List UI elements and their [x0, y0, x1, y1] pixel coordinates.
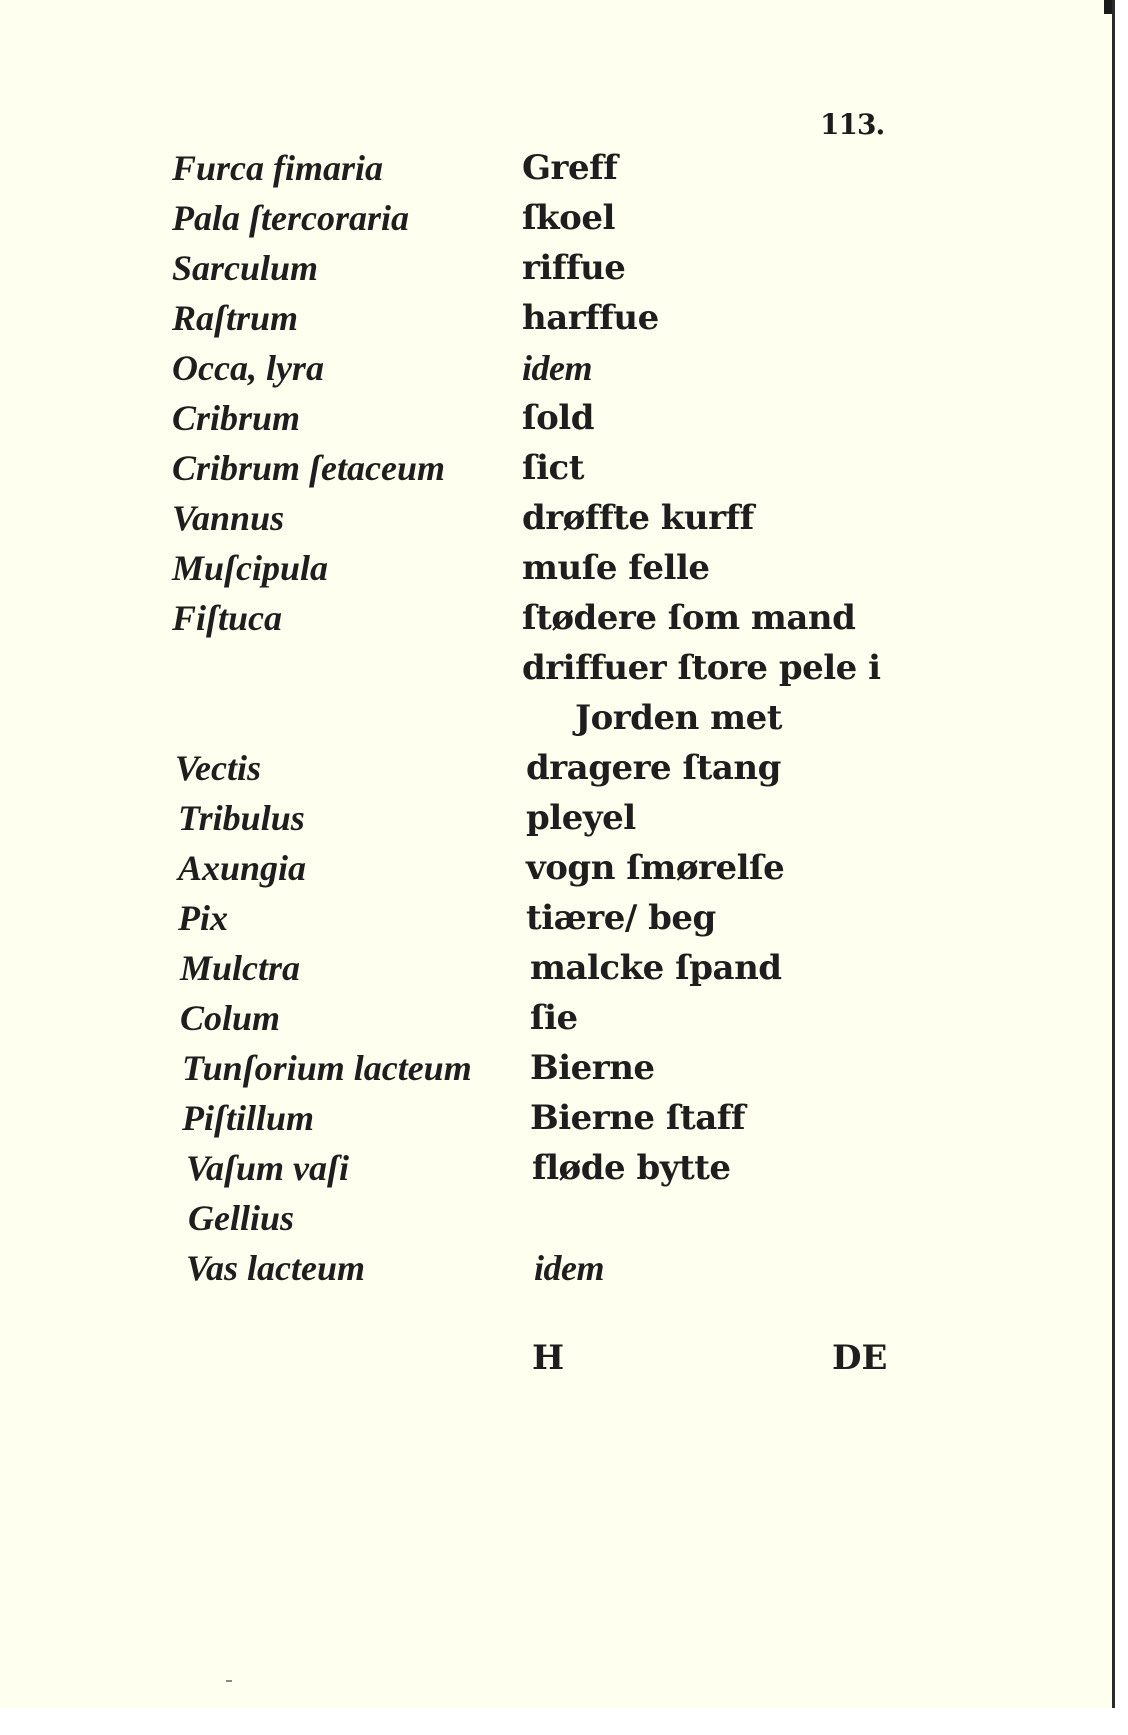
danish-term: idem [522, 348, 592, 388]
latin-term: Vannus [172, 498, 285, 538]
danish-term: malcke ſpand [530, 948, 782, 988]
latin-term: Sarculum [172, 248, 319, 288]
latin-term: Raſtrum [172, 298, 299, 338]
danish-term: ſtødere ſom mand [522, 598, 856, 638]
latin-term: Colum [180, 998, 281, 1038]
latin-term: Vaſum vaſi [186, 1148, 350, 1188]
danish-term: vogn ſmørelſe [526, 848, 785, 888]
danish-term: idem [534, 1248, 604, 1288]
latin-term: Pix [178, 898, 228, 938]
scan-edge-mark [1104, 0, 1112, 14]
danish-term: driffuer ſtore pele i [522, 648, 881, 688]
danish-term: ſict [522, 448, 584, 488]
danish-term: Greff [522, 148, 618, 188]
latin-term: Mulctra [180, 948, 301, 988]
danish-term: harffue [522, 298, 659, 338]
latin-term: Cribrum [172, 398, 301, 438]
latin-term: Muſcipula [172, 548, 329, 588]
danish-term: riffue [522, 248, 626, 288]
latin-term: Pala ſtercoraria [172, 198, 409, 238]
catchword: DE [832, 1338, 888, 1378]
latin-term: Furca fimaria [172, 148, 384, 188]
latin-term: Fiſtuca [172, 598, 283, 638]
scan-speck [226, 1680, 232, 1682]
latin-term: Cribrum ſetaceum [172, 448, 446, 488]
latin-term: Piſtillum [182, 1098, 315, 1138]
latin-term: Vectis [175, 748, 261, 788]
danish-term: muſe felle [522, 548, 710, 588]
danish-term: ſkoel [522, 198, 615, 238]
danish-term: Bierne ſtaff [530, 1098, 745, 1138]
danish-term: ſie [530, 998, 578, 1038]
danish-term: Bierne [530, 1048, 655, 1088]
latin-term: Tribulus [178, 798, 305, 838]
latin-term: Occa, lyra [172, 348, 324, 388]
danish-term: tiære/ beg [526, 898, 716, 938]
danish-term: Jorden met [575, 698, 782, 738]
latin-term: Vas lacteum [186, 1248, 366, 1288]
latin-term: Tunſorium lacteum [182, 1048, 472, 1088]
danish-term: fløde bytte [532, 1148, 731, 1188]
signature-mark: H [532, 1338, 565, 1378]
page-number: 113. [820, 108, 885, 141]
danish-term: pleyel [526, 798, 636, 838]
latin-term: Gellius [188, 1198, 295, 1238]
danish-term: ſold [522, 398, 594, 438]
latin-term: Axungia [178, 848, 307, 888]
danish-term: dragere ſtang [526, 748, 781, 788]
danish-term: drøffte kurff [522, 498, 754, 538]
